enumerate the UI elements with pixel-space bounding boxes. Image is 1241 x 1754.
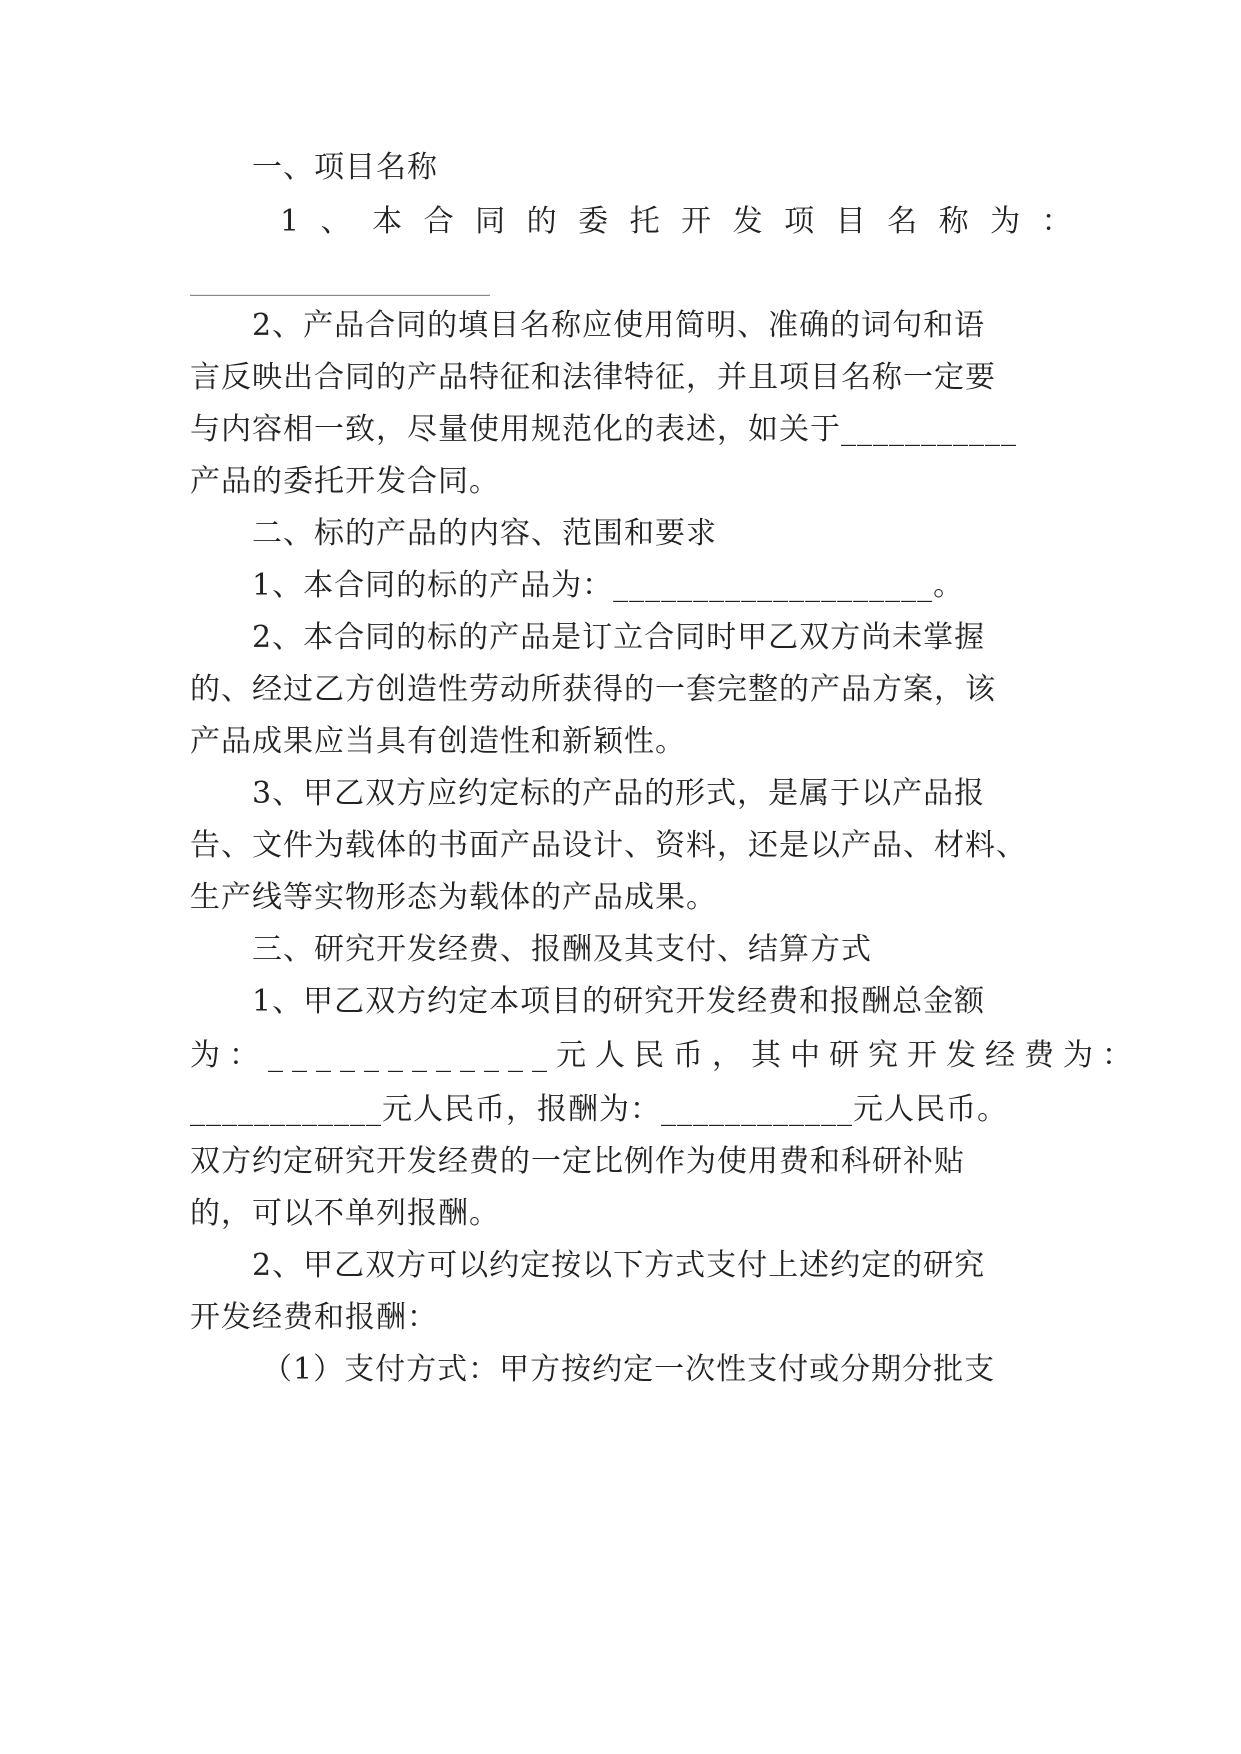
section-3-item-1-line-2: 为：____________元人民币，其中研究开发经费为： xyxy=(190,1038,1141,1073)
section-2-item-2-line-2: 的、经过乙方创造性劳动所获得的一套完整的产品方案，该 xyxy=(190,672,996,707)
section-1-item-2-line-2: 言反映出合同的产品特征和法律特征，并且项目名称一定要 xyxy=(190,360,996,395)
section-2-item-3-line-3: 生产线等实物形态为载体的产品成果。 xyxy=(190,880,717,915)
section-3-item-2-line-2: 开发经费和报酬： xyxy=(190,1300,438,1335)
section-2-item-2-line-1: 2、本合同的标的产品是订立合同时甲乙双方尚未掌握 xyxy=(252,620,986,655)
section-2-item-2-line-3: 产品成果应当具有创造性和新颖性。 xyxy=(190,724,686,759)
section-3-item-1-line-1: 1、甲乙双方约定本项目的研究开发经费和报酬总金额 xyxy=(252,984,986,1019)
section-1-item-2-line-3: 与内容相一致，尽量使用规范化的表述，如关于___________ xyxy=(190,412,1017,447)
section-3-heading: 三、研究开发经费、报酬及其支付、结算方式 xyxy=(252,932,872,967)
section-3-item-1-line-5: 的，可以不单列报酬。 xyxy=(190,1196,500,1231)
section-1-heading: 一、项目名称 xyxy=(252,150,438,185)
section-2-item-3-line-2: 告、文件为载体的书面产品设计、资料，还是以产品、材料、 xyxy=(190,828,1027,863)
section-1-item-1: 1、本合同的委托开发项目名称为： xyxy=(280,204,1094,239)
section-2-heading: 二、标的产品的内容、范围和要求 xyxy=(252,516,717,551)
section-2-item-3-line-1: 3、甲乙双方应约定标的产品的形式，是属于以产品报 xyxy=(252,776,986,811)
section-3-item-2-line-1: 2、甲乙双方可以约定按以下方式支付上述约定的研究 xyxy=(252,1248,986,1283)
section-3-item-1-line-4: 双方约定研究开发经费的一定比例作为使用费和科研补贴 xyxy=(190,1144,965,1179)
section-1-item-2-line-1: 2、产品合同的填目名称应使用简明、准确的词句和语 xyxy=(252,308,986,343)
section-2-item-1: 1、本合同的标的产品为：____________________。 xyxy=(252,568,965,603)
section-3-item-1-line-3: ____________元人民币，报酬为：____________元人民币。 xyxy=(190,1092,1008,1127)
section-1-item-2-line-4: 产品的委托开发合同。 xyxy=(190,464,500,499)
section-3-item-3-line-1: （1）支付方式：甲方按约定一次性支付或分期分批支 xyxy=(262,1352,996,1387)
project-name-blank: ____________________ xyxy=(190,262,490,297)
